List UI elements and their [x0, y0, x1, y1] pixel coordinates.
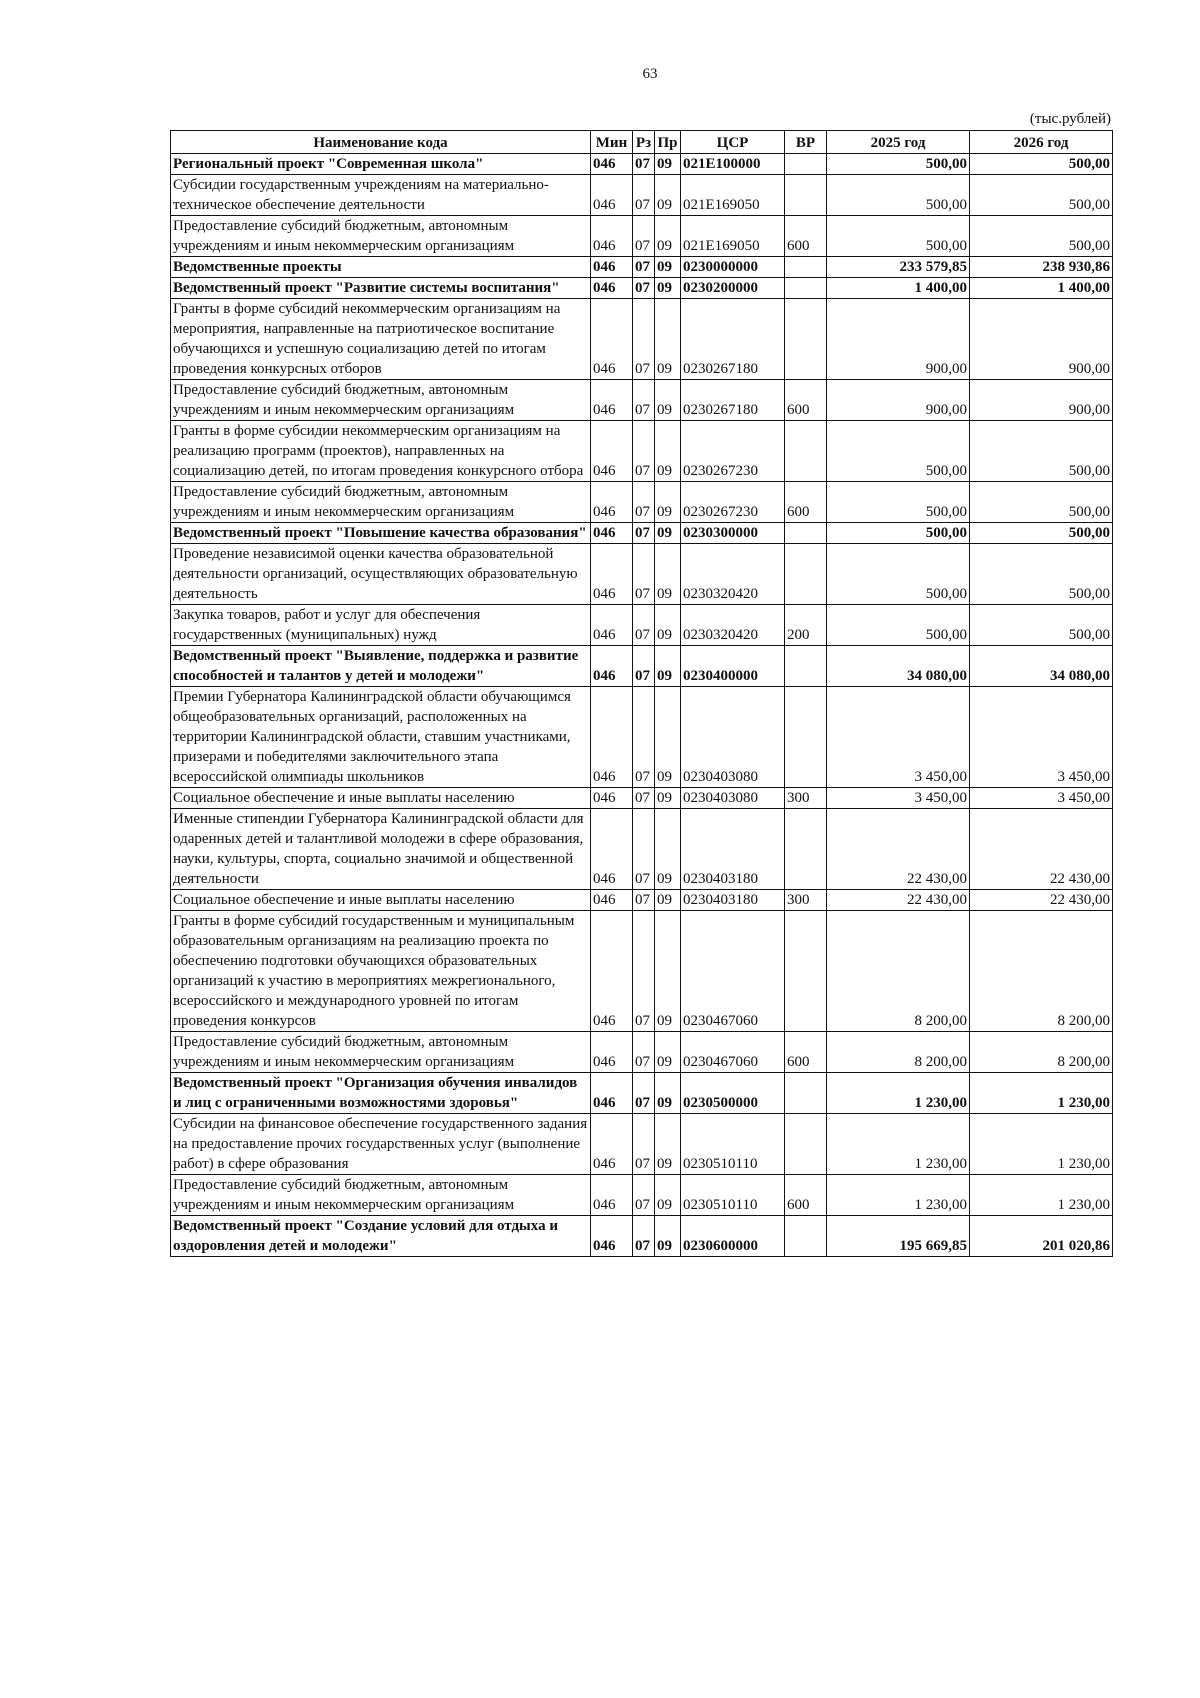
cell-vr: 600: [785, 1175, 827, 1216]
cell-csr: 0230300000: [681, 523, 785, 544]
header-vr: ВР: [785, 131, 827, 154]
cell-csr: 0230500000: [681, 1073, 785, 1114]
cell-vr: 600: [785, 216, 827, 257]
cell-csr: 0230267180: [681, 380, 785, 421]
cell-name: Ведомственный проект "Организация обучения инвалидов и лиц с ограниченными возможностями здоровья": [171, 1073, 591, 1114]
cell-rz: 07: [633, 154, 655, 175]
cell-2026: 900,00: [970, 380, 1113, 421]
table-row: [171, 216, 1113, 257]
cell-min: 046: [591, 1216, 633, 1257]
cell-2025: 900,00: [827, 380, 970, 421]
header-2026: 2026 год: [970, 131, 1113, 154]
cell-name: Предоставление субсидий бюджетным, автономным учреждениям и иным некоммерческим организациям: [171, 1175, 591, 1216]
cell-rz: 07: [633, 809, 655, 890]
cell-pr: 09: [655, 809, 681, 890]
cell-min: 046: [591, 809, 633, 890]
cell-rz: 07: [633, 1073, 655, 1114]
cell-vr: 600: [785, 1032, 827, 1073]
table-row: [171, 1216, 1113, 1257]
cell-name: Ведомственные проекты: [171, 257, 591, 278]
cell-min: 046: [591, 1175, 633, 1216]
cell-name: Субсидии государственным учреждениям на материально-техническое обеспечение деятельности: [171, 175, 591, 216]
cell-2025: 500,00: [827, 605, 970, 646]
table-body: [171, 154, 1113, 1257]
cell-vr: [785, 809, 827, 890]
table-row: [171, 890, 1113, 911]
cell-csr: 0230467060: [681, 911, 785, 1032]
cell-pr: 09: [655, 257, 681, 278]
cell-name: Ведомственный проект "Повышение качества образования": [171, 523, 591, 544]
cell-csr: 0230403180: [681, 890, 785, 911]
cell-vr: [785, 523, 827, 544]
table-row: [171, 1175, 1113, 1216]
header-min: Мин: [591, 131, 633, 154]
table-row: [171, 299, 1113, 380]
header-rz: Рз: [633, 131, 655, 154]
cell-name: Премии Губернатора Калининградской области обучающимся общеобразовательных организаций, расположенных на территории Калининградской области, ставшим участниками, призерами и победителями заключительного этапа всероссийской олимпиады школьников: [171, 687, 591, 788]
header-name: Наименование кода: [171, 131, 591, 154]
cell-rz: 07: [633, 544, 655, 605]
cell-csr: 0230400000: [681, 646, 785, 687]
table-row: [171, 544, 1113, 605]
cell-pr: 09: [655, 154, 681, 175]
header-pr: Пр: [655, 131, 681, 154]
cell-pr: 09: [655, 421, 681, 482]
table-row: [171, 687, 1113, 788]
cell-csr: 0230403180: [681, 809, 785, 890]
cell-vr: [785, 1216, 827, 1257]
cell-rz: 07: [633, 788, 655, 809]
cell-csr: 0230200000: [681, 278, 785, 299]
cell-2025: 1 230,00: [827, 1175, 970, 1216]
page-number: 63: [642, 66, 658, 82]
cell-min: 046: [591, 523, 633, 544]
cell-pr: 09: [655, 523, 681, 544]
cell-name: Проведение независимой оценки качества образовательной деятельности организаций, осуществляющих образовательную деятельность: [171, 544, 591, 605]
cell-pr: 09: [655, 482, 681, 523]
cell-2025: 1 400,00: [827, 278, 970, 299]
cell-min: 046: [591, 154, 633, 175]
cell-2026: 34 080,00: [970, 646, 1113, 687]
cell-2025: 1 230,00: [827, 1114, 970, 1175]
table-header-row: [171, 131, 1113, 154]
cell-min: 046: [591, 216, 633, 257]
cell-csr: 0230467060: [681, 1032, 785, 1073]
cell-csr: 0230267180: [681, 299, 785, 380]
cell-2026: 500,00: [970, 544, 1113, 605]
cell-name: Гранты в форме субсидий некоммерческим организациям на мероприятия, направленные на патриотическое воспитание обучающихся и успешную социализацию детей по итогам проведения конкурсных отборов: [171, 299, 591, 380]
table-row: [171, 911, 1113, 1032]
cell-2025: 195 669,85: [827, 1216, 970, 1257]
cell-name: Предоставление субсидий бюджетным, автономным учреждениям и иным некоммерческим организациям: [171, 482, 591, 523]
cell-csr: 021E169050: [681, 216, 785, 257]
table-row: [171, 523, 1113, 544]
cell-vr: [785, 1114, 827, 1175]
cell-vr: [785, 175, 827, 216]
cell-min: 046: [591, 788, 633, 809]
cell-min: 046: [591, 1032, 633, 1073]
cell-rz: 07: [633, 421, 655, 482]
cell-name: Социальное обеспечение и иные выплаты населению: [171, 788, 591, 809]
cell-name: Субсидии на финансовое обеспечение государственного задания на предоставление прочих государственных услуг (выполнение работ) в сфере образования: [171, 1114, 591, 1175]
cell-vr: [785, 421, 827, 482]
cell-rz: 07: [633, 216, 655, 257]
table-row: [171, 605, 1113, 646]
cell-rz: 07: [633, 1175, 655, 1216]
budget-table: [170, 130, 1113, 1257]
cell-csr: 021E100000: [681, 154, 785, 175]
cell-2025: 500,00: [827, 482, 970, 523]
cell-2026: 8 200,00: [970, 911, 1113, 1032]
cell-vr: 300: [785, 890, 827, 911]
table-row: [171, 257, 1113, 278]
cell-2025: 8 200,00: [827, 1032, 970, 1073]
cell-min: 046: [591, 911, 633, 1032]
table-row: [171, 809, 1113, 890]
cell-rz: 07: [633, 278, 655, 299]
cell-pr: 09: [655, 788, 681, 809]
cell-name: Ведомственный проект "Выявление, поддержка и развитие способностей и талантов у детей и молодежи": [171, 646, 591, 687]
cell-vr: [785, 154, 827, 175]
cell-2025: 8 200,00: [827, 911, 970, 1032]
cell-rz: 07: [633, 257, 655, 278]
cell-2026: 3 450,00: [970, 687, 1113, 788]
cell-2025: 500,00: [827, 175, 970, 216]
cell-2025: 500,00: [827, 523, 970, 544]
cell-vr: [785, 646, 827, 687]
cell-pr: 09: [655, 1216, 681, 1257]
cell-name: Региональный проект "Современная школа": [171, 154, 591, 175]
cell-vr: [785, 1073, 827, 1114]
cell-vr: [785, 687, 827, 788]
table-row: [171, 1073, 1113, 1114]
cell-pr: 09: [655, 646, 681, 687]
cell-min: 046: [591, 544, 633, 605]
table-row: [171, 646, 1113, 687]
cell-vr: 600: [785, 482, 827, 523]
cell-min: 046: [591, 482, 633, 523]
cell-name: Предоставление субсидий бюджетным, автономным учреждениям и иным некоммерческим организациям: [171, 216, 591, 257]
cell-csr: 0230510110: [681, 1175, 785, 1216]
cell-csr: 0230267230: [681, 421, 785, 482]
cell-rz: 07: [633, 646, 655, 687]
cell-2026: 500,00: [970, 605, 1113, 646]
cell-2025: 1 230,00: [827, 1073, 970, 1114]
cell-2025: 22 430,00: [827, 809, 970, 890]
cell-2026: 201 020,86: [970, 1216, 1113, 1257]
cell-vr: [785, 911, 827, 1032]
cell-2025: 233 579,85: [827, 257, 970, 278]
cell-min: 046: [591, 380, 633, 421]
cell-pr: 09: [655, 278, 681, 299]
cell-rz: 07: [633, 687, 655, 788]
cell-rz: 07: [633, 890, 655, 911]
cell-2026: 1 230,00: [970, 1114, 1113, 1175]
cell-vr: [785, 278, 827, 299]
cell-min: 046: [591, 646, 633, 687]
table-row: [171, 482, 1113, 523]
cell-csr: 0230000000: [681, 257, 785, 278]
cell-pr: 09: [655, 380, 681, 421]
cell-min: 046: [591, 175, 633, 216]
cell-2026: 500,00: [970, 421, 1113, 482]
cell-min: 046: [591, 1073, 633, 1114]
cell-2026: 8 200,00: [970, 1032, 1113, 1073]
cell-2025: 22 430,00: [827, 890, 970, 911]
cell-pr: 09: [655, 890, 681, 911]
cell-vr: [785, 299, 827, 380]
cell-2026: 500,00: [970, 154, 1113, 175]
cell-pr: 09: [655, 1114, 681, 1175]
table-row: [171, 380, 1113, 421]
cell-2026: 500,00: [970, 482, 1113, 523]
cell-vr: 300: [785, 788, 827, 809]
cell-pr: 09: [655, 605, 681, 646]
cell-pr: 09: [655, 216, 681, 257]
cell-2025: 500,00: [827, 216, 970, 257]
cell-rz: 07: [633, 911, 655, 1032]
cell-rz: 07: [633, 175, 655, 216]
header-2025: 2025 год: [827, 131, 970, 154]
cell-2026: 1 230,00: [970, 1175, 1113, 1216]
cell-pr: 09: [655, 1032, 681, 1073]
cell-2025: 900,00: [827, 299, 970, 380]
cell-vr: [785, 544, 827, 605]
cell-csr: 0230403080: [681, 788, 785, 809]
cell-pr: 09: [655, 1175, 681, 1216]
cell-min: 046: [591, 421, 633, 482]
cell-2026: 900,00: [970, 299, 1113, 380]
table-row: [171, 1032, 1113, 1073]
cell-min: 046: [591, 890, 633, 911]
cell-2026: 500,00: [970, 175, 1113, 216]
cell-rz: 07: [633, 380, 655, 421]
cell-2025: 3 450,00: [827, 687, 970, 788]
cell-csr: 0230320420: [681, 544, 785, 605]
cell-rz: 07: [633, 1114, 655, 1175]
units-label: (тыс.рублей): [1029, 111, 1111, 127]
cell-min: 046: [591, 687, 633, 788]
cell-name: Ведомственный проект "Развитие системы воспитания": [171, 278, 591, 299]
cell-vr: [785, 257, 827, 278]
cell-min: 046: [591, 299, 633, 380]
cell-min: 046: [591, 1114, 633, 1175]
cell-name: Ведомственный проект "Создание условий для отдыха и оздоровления детей и молодежи": [171, 1216, 591, 1257]
cell-name: Предоставление субсидий бюджетным, автономным учреждениям и иным некоммерческим организациям: [171, 1032, 591, 1073]
cell-min: 046: [591, 278, 633, 299]
cell-pr: 09: [655, 544, 681, 605]
cell-min: 046: [591, 605, 633, 646]
table-row: [171, 1114, 1113, 1175]
cell-2025: 500,00: [827, 421, 970, 482]
cell-pr: 09: [655, 1073, 681, 1114]
cell-csr: 0230320420: [681, 605, 785, 646]
cell-csr: 0230267230: [681, 482, 785, 523]
cell-rz: 07: [633, 1032, 655, 1073]
cell-2025: 500,00: [827, 154, 970, 175]
cell-csr: 021E169050: [681, 175, 785, 216]
cell-2026: 22 430,00: [970, 890, 1113, 911]
cell-min: 046: [591, 257, 633, 278]
cell-vr: 600: [785, 380, 827, 421]
cell-pr: 09: [655, 911, 681, 1032]
header-csr: ЦСР: [681, 131, 785, 154]
cell-rz: 07: [633, 299, 655, 380]
cell-2026: 1 400,00: [970, 278, 1113, 299]
cell-name: Именные стипендии Губернатора Калининградской области для одаренных детей и талантливой молодежи в сфере образования, науки, культуры, спорта, социально значимой и общественной деятельности: [171, 809, 591, 890]
cell-name: Закупка товаров, работ и услуг для обеспечения государственных (муниципальных) нужд: [171, 605, 591, 646]
table-row: [171, 175, 1113, 216]
cell-rz: 07: [633, 523, 655, 544]
cell-2026: 1 230,00: [970, 1073, 1113, 1114]
cell-pr: 09: [655, 687, 681, 788]
table-row: [171, 278, 1113, 299]
cell-2025: 3 450,00: [827, 788, 970, 809]
cell-name: Социальное обеспечение и иные выплаты населению: [171, 890, 591, 911]
cell-csr: 0230403080: [681, 687, 785, 788]
cell-2026: 500,00: [970, 523, 1113, 544]
cell-name: Гранты в форме субсидий государственным и муниципальным образовательным организациям на реализацию проекта по обеспечению подготовки обучающихся образовательных организаций к участию в мероприятиях межрегионального, всероссийского и международного уровней по итогам проведения конкурсов: [171, 911, 591, 1032]
table-row: [171, 788, 1113, 809]
cell-2026: 22 430,00: [970, 809, 1113, 890]
cell-rz: 07: [633, 1216, 655, 1257]
cell-rz: 07: [633, 482, 655, 523]
cell-2025: 34 080,00: [827, 646, 970, 687]
cell-csr: 0230600000: [681, 1216, 785, 1257]
cell-name: Гранты в форме субсидии некоммерческим организациям на реализацию программ (проектов), направленных на социализацию детей, по итогам проведения конкурсного отбора: [171, 421, 591, 482]
cell-pr: 09: [655, 175, 681, 216]
cell-pr: 09: [655, 299, 681, 380]
cell-name: Предоставление субсидий бюджетным, автономным учреждениям и иным некоммерческим организациям: [171, 380, 591, 421]
cell-rz: 07: [633, 605, 655, 646]
cell-csr: 0230510110: [681, 1114, 785, 1175]
cell-2026: 500,00: [970, 216, 1113, 257]
cell-2026: 238 930,86: [970, 257, 1113, 278]
table-row: [171, 154, 1113, 175]
table-row: [171, 421, 1113, 482]
cell-2025: 500,00: [827, 544, 970, 605]
cell-2026: 3 450,00: [970, 788, 1113, 809]
cell-vr: 200: [785, 605, 827, 646]
